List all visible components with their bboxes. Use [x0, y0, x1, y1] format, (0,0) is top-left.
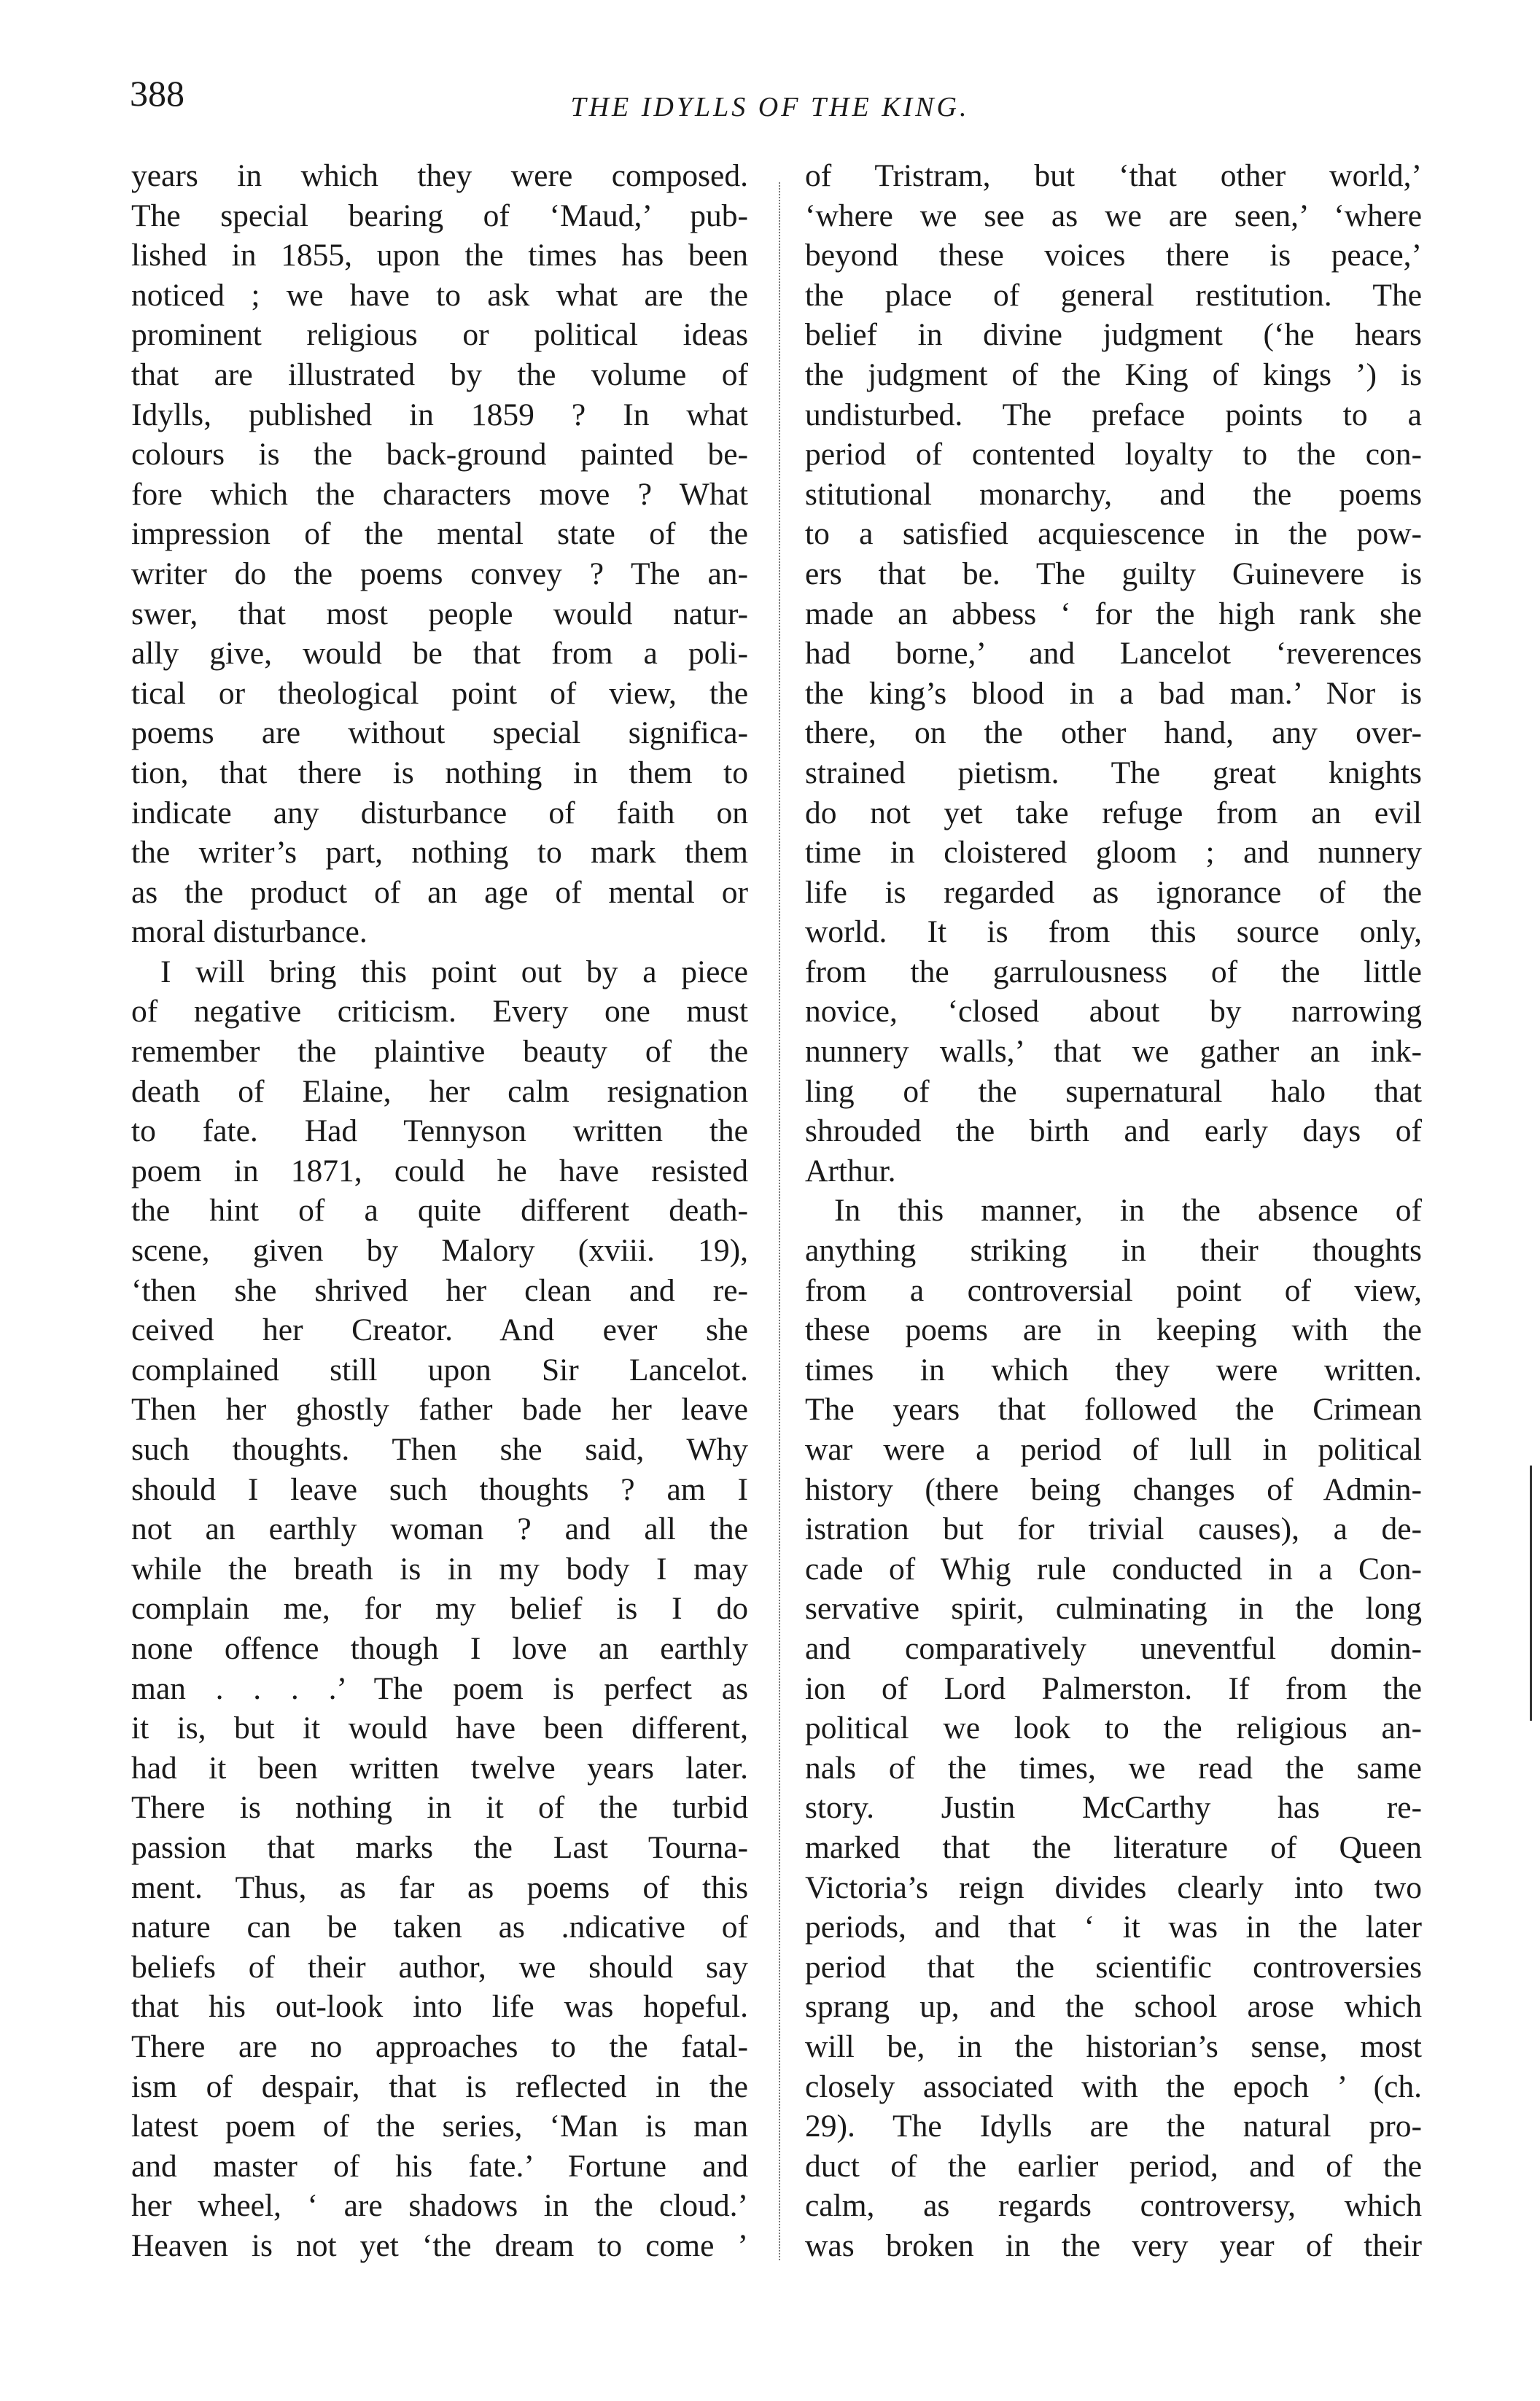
- text-line: Arthur.: [805, 1153, 896, 1188]
- text-line: strained pietism. The great knights: [805, 755, 1422, 790]
- text-line: world. It is from this source only,: [805, 914, 1422, 950]
- text-line: should I leave such thoughts ? am I: [131, 1471, 748, 1507]
- text-line: colours is the back-ground painted be-: [131, 437, 748, 472]
- text-line: had borne,’ and Lancelot ‘reverences: [805, 636, 1422, 672]
- text-line: remember the plaintive beauty of the: [131, 1034, 748, 1070]
- text-line: the writer’s part, nothing to mark them: [131, 835, 748, 871]
- text-line: indicate any disturbance of faith on: [131, 795, 748, 830]
- text-line: poems are without special significa-: [131, 715, 748, 751]
- text-line: Victoria’s reign divides clearly into two: [805, 1869, 1422, 1905]
- text-line: death of Elaine, her calm resignation: [131, 1073, 748, 1109]
- text-line: Idylls, published in 1859 ? In what: [131, 397, 748, 432]
- text-line: Heaven is not yet ‘the dream to come ’: [131, 2227, 748, 2263]
- text-line: The special bearing of ‘Maud,’ pub-: [131, 198, 748, 233]
- text-line: history (there being changes of Admin-: [805, 1471, 1422, 1507]
- text-line: Then her ghostly father bade her leave: [131, 1392, 748, 1428]
- text-line: there, on the other hand, any over-: [805, 715, 1422, 751]
- text-line: it is, but it would have been different,: [131, 1711, 748, 1746]
- text-line: life is regarded as ignorance of the: [805, 874, 1422, 910]
- text-line: complained still upon Sir Lancelot.: [131, 1352, 748, 1388]
- text-line: calm, as regards controversy, which: [805, 2188, 1422, 2224]
- page-number: 388: [130, 73, 184, 114]
- text-line: novice, ‘closed about by narrowing: [805, 994, 1422, 1030]
- text-line: had it been written twelve years later.: [131, 1750, 748, 1786]
- text-line: ‘where we see as we are seen,’ ‘where: [805, 198, 1422, 233]
- text-line: of Tristram, but ‘that other world,’: [805, 158, 1422, 193]
- text-line: shrouded the birth and early days of: [805, 1113, 1422, 1149]
- text-line: impression of the mental state of the: [131, 516, 748, 552]
- text-line: 29). The Idylls are the natural pro-: [805, 2109, 1422, 2144]
- text-line: as the product of an age of mental or: [131, 874, 748, 910]
- text-line: ‘then she shrived her clean and re-: [131, 1272, 748, 1308]
- text-line: marked that the literature of Queen: [805, 1829, 1422, 1865]
- text-line: do not yet take refuge from an evil: [805, 795, 1422, 830]
- text-line: war were a period of lull in political: [805, 1432, 1422, 1467]
- running-head: THE IDYLLS OF THE KING.: [570, 92, 970, 122]
- text-line: none offence though I love an earthly: [131, 1630, 748, 1666]
- text-line: beliefs of their author, we should say: [131, 1949, 748, 1985]
- text-line: not an earthly woman ? and all the: [131, 1511, 748, 1547]
- text-line: periods, and that ‘ it was in the later: [805, 1910, 1422, 1945]
- left-column: [131, 156, 748, 2265]
- right-column: [805, 156, 1422, 2265]
- text-line: these poems are in keeping with the: [805, 1312, 1422, 1348]
- text-line: belief in divine judgment (‘he hears: [805, 317, 1422, 353]
- text-line: was broken in the very year of their: [805, 2227, 1422, 2263]
- text-line: her wheel, ‘ are shadows in the cloud.’: [131, 2188, 748, 2224]
- text-line: story. Justin McCarthy has re-: [805, 1790, 1422, 1826]
- text-line: In this manner, in the absence of: [834, 1193, 1422, 1229]
- text-line: I will bring this point out by a piece: [160, 954, 748, 989]
- text-line: nals of the times, we read the same: [805, 1750, 1422, 1786]
- text-line: from the garrulousness of the little: [805, 954, 1422, 989]
- text-line: tical or theological point of view, the: [131, 675, 748, 711]
- text-line: ling of the supernatural halo that: [805, 1073, 1422, 1109]
- text-line: beyond these voices there is peace,’: [805, 238, 1422, 273]
- text-line: servative spirit, culminating in the long: [805, 1591, 1422, 1627]
- text-line: the judgment of the King of kings ’) is: [805, 357, 1422, 392]
- text-line: to a satisfied acquiescence in the pow-: [805, 516, 1422, 552]
- text-line: closely associated with the epoch ’ (ch.: [805, 2069, 1422, 2104]
- column-rule: [779, 182, 780, 2260]
- text-line: There is nothing in it of the turbid: [131, 1790, 748, 1826]
- text-line: tion, that there is nothing in them to: [131, 755, 748, 790]
- text-line: poem in 1871, could he have resisted: [131, 1153, 748, 1188]
- text-line: while the breath is in my body I may: [131, 1551, 748, 1587]
- text-line: such thoughts. Then she said, Why: [131, 1432, 748, 1467]
- text-line: swer, that most people would natur-: [131, 596, 748, 631]
- text-line: ion of Lord Palmerston. If from the: [805, 1670, 1422, 1706]
- text-line: time in cloistered gloom ; and nunnery: [805, 835, 1422, 871]
- text-line: nature can be taken as .ndicative of: [131, 1910, 748, 1945]
- text-line: period of contented loyalty to the con-: [805, 437, 1422, 472]
- text-line: will be, in the historian’s sense, most: [805, 2028, 1422, 2064]
- text-line: the place of general restitution. The: [805, 277, 1422, 313]
- text-line: istration but for trivial causes), a de-: [805, 1511, 1422, 1547]
- text-line: ceived her Creator. And ever she: [131, 1312, 748, 1348]
- text-line: from a controversial point of view,: [805, 1272, 1422, 1308]
- text-line: that are illustrated by the volume of: [131, 357, 748, 392]
- text-line: duct of the earlier period, and of the: [805, 2148, 1422, 2184]
- text-line: ers that be. The guilty Guinevere is: [805, 556, 1422, 591]
- text-line: anything striking in their thoughts: [805, 1233, 1422, 1269]
- text-line: political we look to the religious an-: [805, 1711, 1422, 1746]
- text-line: sprang up, and the school arose which: [805, 1989, 1422, 2025]
- text-line: made an abbess ‘ for the high rank she: [805, 596, 1422, 631]
- text-line: There are no approaches to the fatal-: [131, 2028, 748, 2064]
- text-line: The years that followed the Crimean: [805, 1392, 1422, 1428]
- text-line: times in which they were written.: [805, 1352, 1422, 1388]
- text-line: ment. Thus, as far as poems of this: [131, 1869, 748, 1905]
- text-line: complain me, for my belief is I do: [131, 1591, 748, 1627]
- text-line: lished in 1855, upon the times has been: [131, 238, 748, 273]
- text-line: period that the scientific controversies: [805, 1949, 1422, 1985]
- text-line: noticed ; we have to ask what are the: [131, 277, 748, 313]
- text-line: the hint of a quite different death-: [131, 1193, 748, 1229]
- text-line: fore which the characters move ? What: [131, 476, 748, 512]
- text-line: ally give, would be that from a poli-: [131, 636, 748, 672]
- text-line: and master of his fate.’ Fortune and: [131, 2148, 748, 2184]
- text-line: ism of despair, that is reflected in the: [131, 2069, 748, 2104]
- text-line: prominent religious or political ideas: [131, 317, 748, 353]
- text-line: the king’s blood in a bad man.’ Nor is: [805, 675, 1422, 711]
- text-line: stitutional monarchy, and the poems: [805, 476, 1422, 512]
- text-line: scene, given by Malory (xviii. 19),: [131, 1233, 748, 1269]
- text-line: of negative criticism. Every one must: [131, 994, 748, 1030]
- binding-edge-rule: [1530, 1466, 1532, 1721]
- text-line: and comparatively uneventful domin-: [805, 1630, 1422, 1666]
- text-line: that his out-look into life was hopeful.: [131, 1989, 748, 2025]
- text-line: nunnery walls,’ that we gather an ink-: [805, 1034, 1422, 1070]
- text-line: cade of Whig rule conducted in a Con-: [805, 1551, 1422, 1587]
- text-line: to fate. Had Tennyson written the: [131, 1113, 748, 1149]
- text-line: undisturbed. The preface points to a: [805, 397, 1422, 432]
- text-line: passion that marks the Last Tourna-: [131, 1829, 748, 1865]
- text-line: writer do the poems convey ? The an-: [131, 556, 748, 591]
- text-line: moral disturbance.: [131, 914, 368, 950]
- text-line: years in which they were composed.: [131, 158, 748, 193]
- text-line: latest poem of the series, ‘Man is man: [131, 2109, 748, 2144]
- text-line: man . . . .’ The poem is perfect as: [131, 1670, 748, 1706]
